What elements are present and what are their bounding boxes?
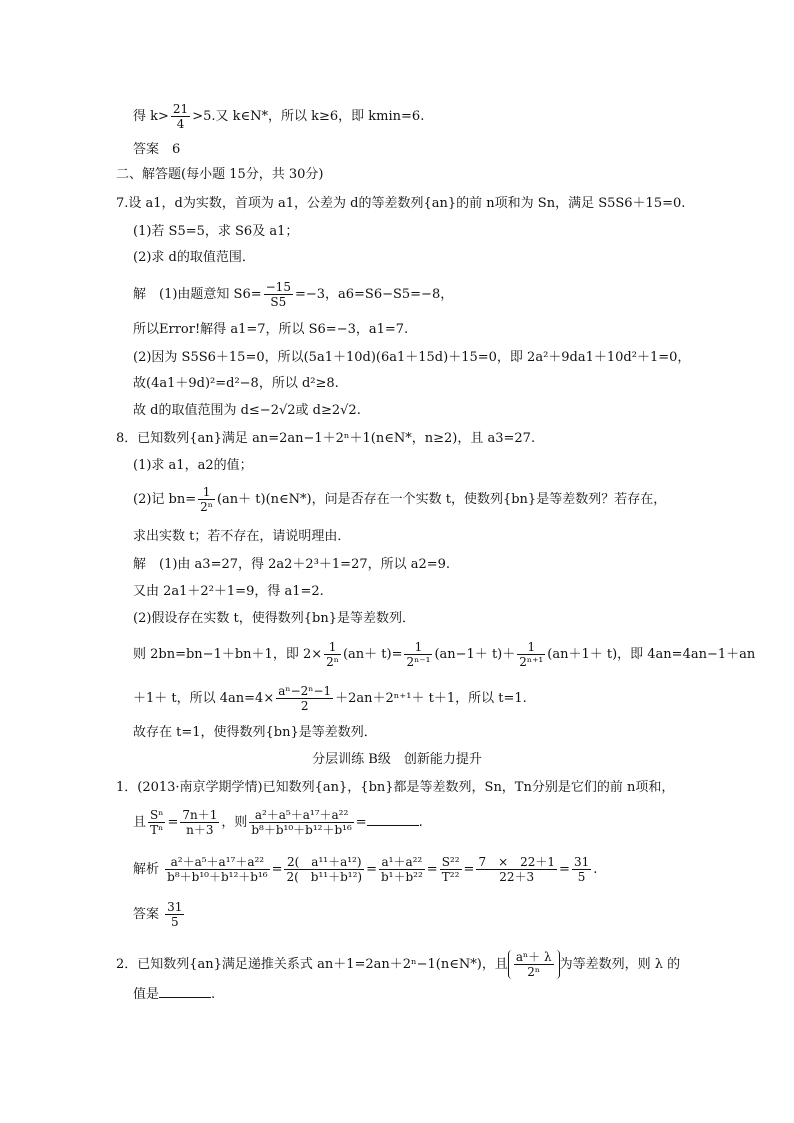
solution-7-line5: 故 d的取值范围为 d≤−2√2或 d≥2√2. bbox=[133, 403, 361, 418]
solution-8-line6: 故存在 t=1，使得数列{bn}是等差数列． bbox=[133, 725, 377, 740]
text: 得 k> bbox=[133, 109, 169, 124]
text: = bbox=[463, 862, 475, 877]
numerator: 1 bbox=[324, 640, 341, 655]
text: = bbox=[167, 815, 179, 830]
text: 且 bbox=[133, 815, 147, 830]
section-heading: 二、解答题(每小题 15分，共 30分) bbox=[116, 167, 324, 182]
denominator: b¹＋b²² bbox=[380, 870, 423, 884]
fraction bbox=[404, 640, 432, 669]
solution-8-line4 bbox=[133, 640, 755, 669]
question-8-part1: (1)求 a1，a2的值； bbox=[133, 458, 253, 473]
denominator: 22＋3 bbox=[499, 870, 535, 884]
text: 2．已知数列{an}满足递推关系式 an＋1=2an＋2ⁿ−1(n∈N*)，且 bbox=[116, 957, 508, 972]
solution-7-line3: (2)因为 S5S6＋15=0，所以(5a1＋10d)(6a1＋15d)＋15=0，即 2a²＋9da1＋10d²＋1=0， bbox=[133, 350, 691, 365]
solution-7-line2: 所以Error!解得 a1=7，所以 S6=−3，a1=7. bbox=[133, 322, 409, 337]
denominator: 5 bbox=[577, 870, 586, 884]
b-question-2 bbox=[116, 950, 680, 979]
numerator: aⁿ＋ λ bbox=[515, 950, 552, 964]
fraction bbox=[148, 808, 165, 837]
text: ＋1＋ t，所以 4an=4× bbox=[133, 691, 275, 706]
question-8-part2-cont: 求出实数 t；若不存在，请说明理由． bbox=[133, 529, 351, 544]
numerator: 21 bbox=[172, 102, 189, 116]
numerator: 31 bbox=[573, 855, 590, 869]
denominator: 2 bbox=[300, 699, 309, 713]
answer-blank bbox=[159, 985, 211, 998]
text: 为等差数列，则 λ 的 bbox=[559, 957, 681, 972]
fraction bbox=[264, 280, 293, 309]
text: 答案 bbox=[133, 907, 160, 922]
fraction bbox=[276, 684, 333, 713]
text: (an＋1＋ t)，即 4an=4an−1＋an bbox=[547, 647, 756, 662]
numerator: S²² bbox=[441, 855, 460, 869]
text: ＋2an＋2ⁿ⁺¹＋ t＋1，所以 t=1. bbox=[335, 691, 527, 706]
text: 值是 bbox=[133, 987, 160, 1002]
numerator: 2( a¹¹＋a¹²) bbox=[284, 855, 364, 870]
question-8: 8．已知数列{an}满足 an=2an−1＋2ⁿ＋1(n∈N*，n≥2)，且 a3=27. bbox=[116, 431, 536, 446]
fraction bbox=[572, 855, 591, 884]
question-8-part2 bbox=[133, 485, 666, 514]
numerator: 7n＋1 bbox=[182, 808, 218, 822]
denominator: Tⁿ bbox=[150, 823, 164, 837]
b-question-1: 1．(2013·南京学期学情)已知数列{an}，{bn}都是等差数列，Sn，Tn分别是它们的前 n项和， bbox=[116, 780, 675, 795]
fraction bbox=[440, 855, 462, 884]
answer-blank bbox=[367, 813, 419, 826]
question-7-part2: (2)求 d的取值范围． bbox=[133, 250, 255, 265]
brace-group bbox=[508, 950, 560, 979]
text: = bbox=[559, 862, 570, 877]
question-7-part1: (1)若 S5=5，求 S6及 a1； bbox=[133, 224, 299, 239]
numerator: 1 bbox=[404, 640, 432, 655]
numerator: a¹＋a²² bbox=[379, 855, 425, 870]
b-question-1-cont: 且 $\frac{\text{Sⁿ}}{\text{Tⁿ}}$ = $\frac{7n+1}{n+3}$ ，则 $\frac{\text{a²＋a⁵＋a¹⁷＋a²²}}{\text{b⁸＋b¹⁰＋b¹²＋b¹⁶}}$ = . bbox=[133, 808, 423, 837]
text: = bbox=[355, 815, 367, 830]
text: (an＋ t)= bbox=[342, 647, 403, 662]
fraction bbox=[198, 485, 215, 514]
question-7: 7.设 a1，d为实数，首项为 a1，公差为 d的等差数列{an}的前 n项和为 Sn，满足 S5S6＋15=0. bbox=[116, 196, 686, 211]
denominator: T²² bbox=[441, 870, 460, 884]
denominator: 2ⁿ bbox=[200, 500, 213, 514]
numerator: −15 bbox=[265, 280, 291, 294]
denominator: 2ⁿ⁺¹ bbox=[519, 655, 544, 669]
text: 解 (1)由题意知 S6= bbox=[133, 287, 262, 302]
numerator: 1 bbox=[198, 485, 215, 500]
solution-7-line4: 故(4a1＋9d)²=d²−8，所以 d²≥8. bbox=[133, 376, 339, 391]
numerator: a²＋a⁵＋a¹⁷＋a²² bbox=[249, 808, 353, 823]
fraction bbox=[284, 855, 364, 884]
solution-8-line3: (2)假设存在实数 t，使得数列{bn}是等差数列． bbox=[133, 611, 416, 626]
numerator: 7 × 22＋1 bbox=[478, 855, 556, 869]
solution-8-line1: 解 (1)由 a3=27，得 2a2＋2³＋1=27，所以 a2=9. bbox=[133, 557, 451, 572]
denominator: S5 bbox=[270, 295, 287, 309]
denominator: b⁸＋b¹⁰＋b¹²＋b¹⁶ bbox=[167, 870, 268, 884]
text: = bbox=[366, 862, 377, 877]
denominator: 4 bbox=[176, 117, 185, 131]
line-conclusion-k bbox=[133, 102, 424, 131]
numerator: a²＋a⁵＋a¹⁷＋a²² bbox=[165, 855, 269, 870]
text: = bbox=[271, 862, 283, 877]
text: ，则 bbox=[221, 815, 248, 830]
text: 则 2bn=bn−1＋bn＋1，即 2× bbox=[133, 647, 323, 662]
denominator: n＋3 bbox=[186, 823, 214, 837]
fraction bbox=[180, 808, 219, 837]
b-solution-1 bbox=[133, 855, 597, 884]
section-b-heading: 分层训练 B级 创新能力提升 bbox=[312, 752, 482, 767]
text: (2)记 bn= bbox=[133, 492, 197, 507]
fraction bbox=[517, 640, 545, 669]
text: = bbox=[426, 862, 438, 877]
denominator: 5 bbox=[170, 915, 179, 929]
fraction bbox=[165, 900, 184, 929]
fraction bbox=[324, 640, 341, 669]
b-answer-1 bbox=[133, 900, 186, 929]
b-question-2-cont: 值是 . bbox=[133, 987, 216, 1002]
fraction bbox=[379, 855, 425, 884]
denominator: 2ⁿ bbox=[326, 655, 339, 669]
text: (an＋ t)(n∈N*)，问是否存在一个实数 t，使数列{bn}是等差数列？若存在， bbox=[216, 492, 667, 507]
denominator: 2ⁿ bbox=[527, 965, 541, 979]
solution-8-line5 bbox=[133, 684, 527, 713]
text: (an−1＋ t)＋ bbox=[434, 647, 516, 662]
text: . bbox=[593, 862, 598, 877]
solution-8-line2: 又由 2a1＋2²＋1=9，得 a1=2. bbox=[133, 584, 324, 599]
text: =−3，a6=S6−S5=−8， bbox=[294, 287, 454, 302]
fraction bbox=[476, 855, 557, 884]
denominator: 2ⁿ⁻¹ bbox=[406, 655, 431, 669]
denominator: 2( b¹¹＋b¹²) bbox=[286, 870, 363, 884]
text: 解析 bbox=[133, 862, 160, 877]
numerator: 31 bbox=[167, 900, 183, 914]
numerator: Sⁿ bbox=[150, 808, 164, 822]
fraction bbox=[249, 808, 353, 837]
numerator: 1 bbox=[517, 640, 545, 655]
answer-1: 答案 6 bbox=[133, 142, 181, 157]
denominator: b⁸＋b¹⁰＋b¹²＋b¹⁶ bbox=[251, 823, 352, 837]
fraction bbox=[165, 855, 269, 884]
fraction bbox=[171, 102, 190, 131]
text: >5.又 k∈N*，所以 k≥6，即 kmin=6. bbox=[192, 109, 425, 124]
fraction bbox=[514, 950, 554, 979]
solution-7-line1 bbox=[133, 280, 453, 309]
numerator: aⁿ−2ⁿ−1 bbox=[278, 684, 332, 698]
